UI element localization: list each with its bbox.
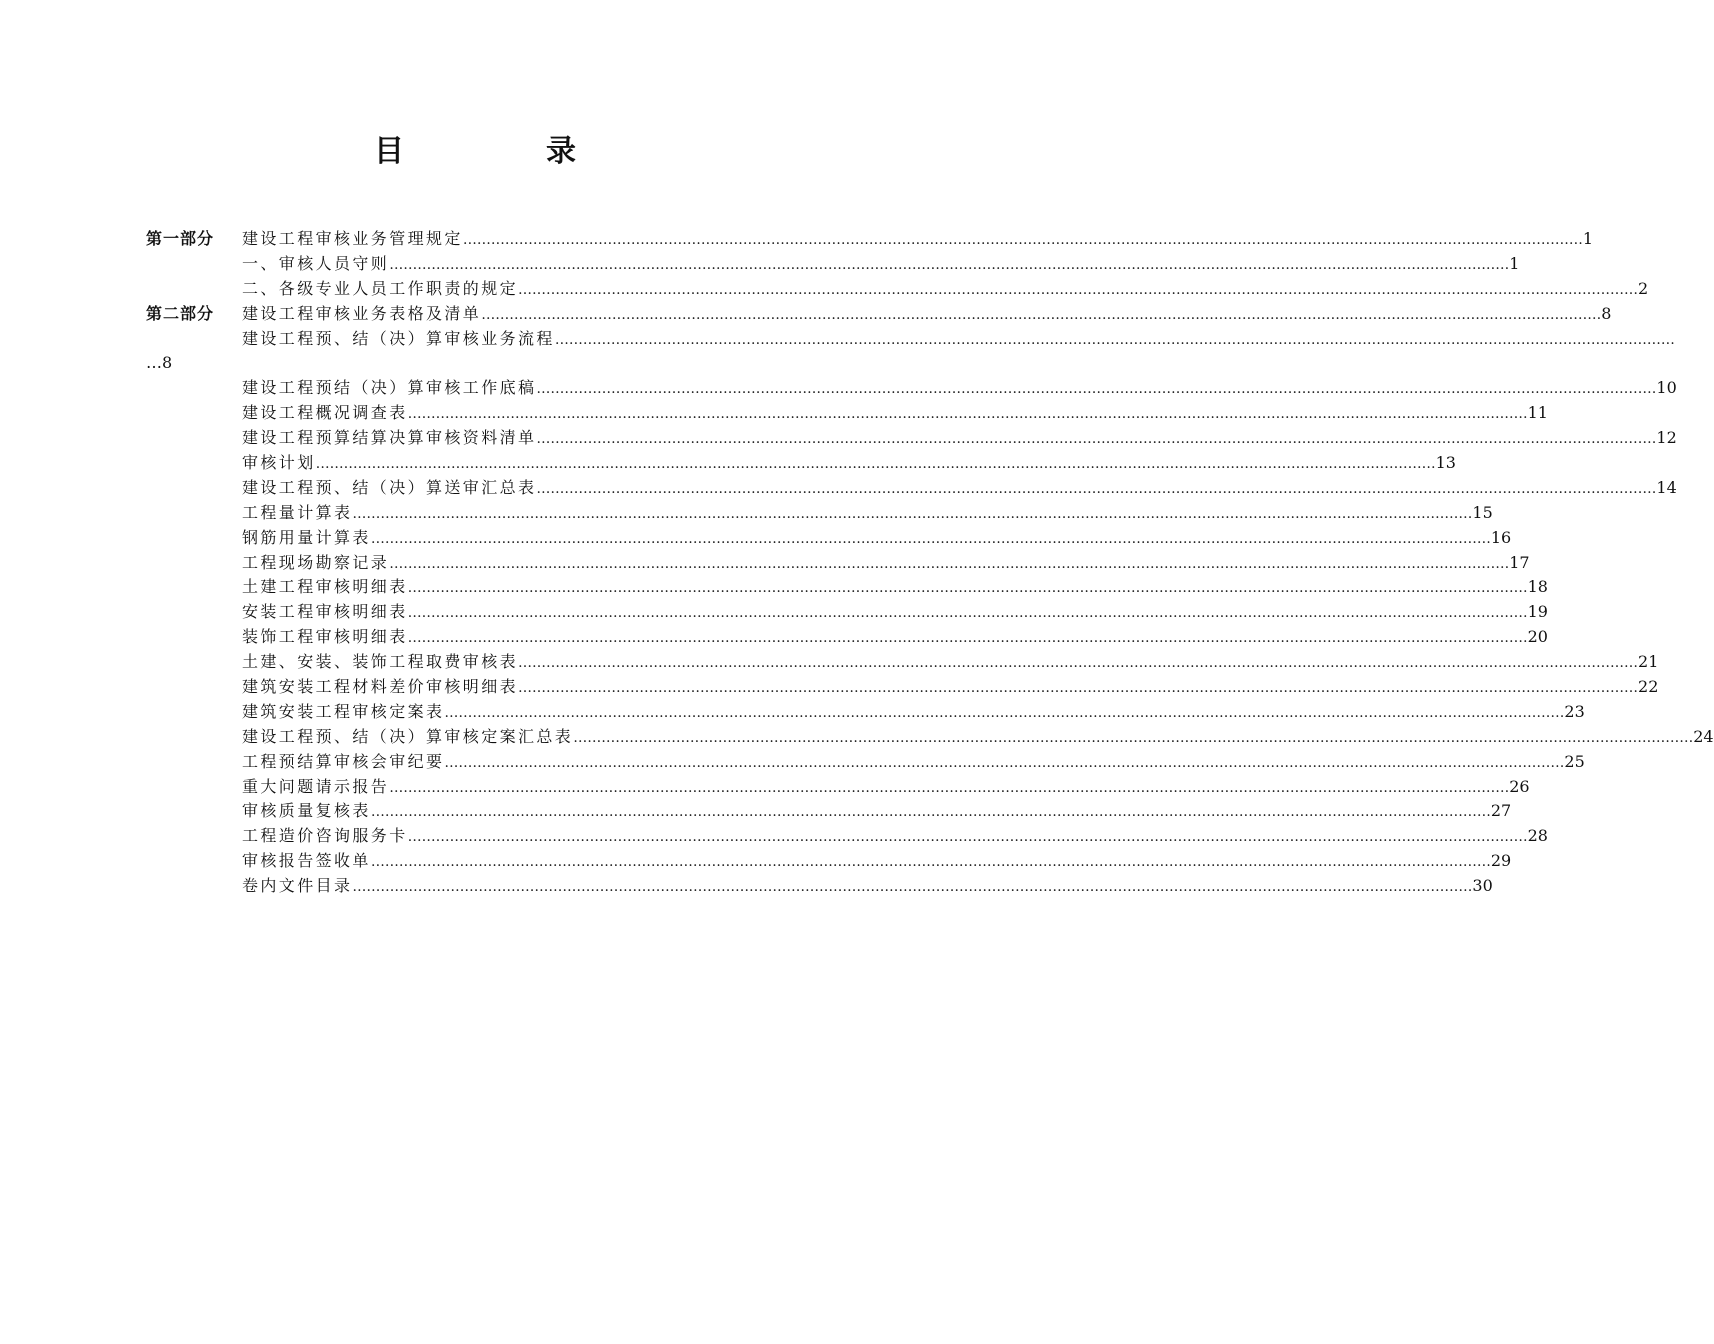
toc-entry-page: 21 (1638, 652, 1659, 672)
toc-entry-page: 16 (1490, 527, 1512, 547)
toc-entry[interactable] (242, 252, 1520, 278)
toc-entry-title: 工程量计算表 (242, 502, 353, 522)
toc-row (146, 302, 1612, 327)
dot-leader: …………………………………………………………………………………………………………………………………………………………………………………………………………………… (462, 232, 1583, 248)
toc-entry[interactable] (242, 327, 1675, 353)
toc-entry-title: 安装工程审核明细表 (242, 602, 408, 622)
dot-leader: …………………………………………………………………………………………………………………………………………………………………………………………………………………… (315, 456, 1436, 473)
toc-row (146, 775, 1530, 800)
dot-leader: …………………………………………………………………………………………………………………………………………………………………………………………………………………… (389, 256, 1510, 273)
dot-leader: …………………………………………………………………………………………………………………………………………………………………………………………………………………… (573, 729, 1694, 746)
dot-leader: …………………………………………………………………………………………………………………………………………………………………………………………………………………… (407, 406, 1528, 423)
toc-entry[interactable] (242, 476, 1677, 502)
toc-entry-page: 22 (1638, 677, 1659, 697)
toc-entry[interactable] (242, 551, 1530, 577)
dot-leader: …………………………………………………………………………………………………………………………………………………………………………………………………………………… (352, 505, 1473, 522)
toc-entry-page: 17 (1509, 552, 1530, 572)
dot-leader: …………………………………………………………………………………………………………………………………………………………………………………………………………………… (444, 754, 1565, 771)
toc-entry[interactable] (242, 600, 1548, 626)
toc-entry[interactable] (242, 874, 1493, 900)
toc-entry[interactable] (242, 501, 1493, 527)
toc-entry-page: 29 (1490, 851, 1512, 871)
toc-entry-page: 19 (1527, 602, 1548, 622)
toc-row (146, 700, 1585, 725)
toc-row (146, 277, 1649, 302)
toc-entry[interactable] (242, 725, 1714, 751)
toc-row (146, 376, 1677, 401)
toc-entry[interactable] (242, 227, 1593, 253)
toc-row (146, 476, 1677, 501)
toc-row (146, 675, 1659, 700)
dot-leader: …………………………………………………………………………………………………………………………………………………………………………………………………………………… (518, 680, 1639, 697)
toc-row (146, 401, 1548, 426)
toc-row (146, 252, 1520, 277)
toc-row (146, 426, 1677, 451)
toc-entry-title: 建筑安装工程材料差价审核明细表 (242, 677, 519, 697)
toc-entry-title: 工程预结算审核会审纪要 (242, 751, 445, 771)
toc-row (146, 725, 1714, 750)
toc-entry-page: 23 (1564, 701, 1585, 721)
part-label: 第二部分 (146, 303, 215, 323)
toc-entry-title: 工程现场勘察记录 (242, 552, 390, 572)
dot-leader: …………………………………………………………………………………………………………………………………………………………………………………………………………………… (518, 655, 1639, 672)
dot-leader: …………………………………………………………………………………………………………………………………………………………………………………………………………………… (536, 480, 1657, 497)
toc-entry[interactable] (242, 451, 1456, 477)
toc-entry-title: 一、审核人员守则 (242, 253, 390, 273)
toc-entry[interactable] (242, 302, 1612, 328)
dot-leader: …………………………………………………………………………………………………………………………………………………………………………………………………………………… (407, 630, 1528, 647)
toc-entry-page: 10 (1656, 378, 1677, 398)
toc-entry-title: 重大问题请示报告 (242, 776, 390, 796)
toc-entry-page: 27 (1490, 801, 1512, 821)
toc-entry-page: 18 (1527, 577, 1548, 597)
toc-row (146, 575, 1548, 600)
dot-leader: …………………………………………………………………………………………………………………………………………………………………………………………………………………… (352, 879, 1473, 896)
dot-leader: …………………………………………………………………………………………………………………………………………………………………………………………………………………… (481, 306, 1602, 323)
dot-leader: …………………………………………………………………………………………………………………………………………………………………………………………………………………… (536, 381, 1657, 398)
toc-entry-page: 2 (1638, 278, 1649, 298)
toc-entry-title: 建设工程预、结（决）算送审汇总表 (242, 477, 537, 497)
dot-leader: …………………………………………………………………………………………………………………………………………………………………………………………………………………… (370, 854, 1491, 871)
toc-entry[interactable] (242, 401, 1548, 427)
toc-entry-page: 25 (1564, 751, 1585, 771)
dot-leader: …………………………………………………………………………………………………………………………………………………………………………………………………………………… (370, 804, 1491, 821)
toc-row (146, 551, 1530, 576)
toc-entry[interactable] (242, 376, 1677, 402)
table-of-contents (146, 227, 1714, 899)
toc-entry-page: 30 (1472, 876, 1493, 896)
toc-entry[interactable] (242, 775, 1530, 801)
toc-entry-title: 二、各级专业人员工作职责的规定 (242, 278, 519, 298)
toc-entry-page: 8 (1601, 303, 1612, 323)
toc-row (146, 501, 1493, 526)
toc-row-continuation (146, 351, 826, 376)
toc-entry-title: 建设工程审核业务管理规定 (242, 229, 463, 248)
toc-entry[interactable] (242, 675, 1659, 701)
toc-entry-title: 工程造价咨询服务卡 (242, 826, 408, 846)
dot-leader: …………………………………………………………………………………………………………………………………………………………………………………………………………………… (518, 281, 1639, 298)
toc-entry-title: 建设工程预、结（决）算审核定案汇总表 (242, 726, 574, 746)
toc-row (146, 799, 1512, 824)
toc-entry-page: 1 (1582, 229, 1593, 248)
toc-entry-title: 钢筋用量计算表 (242, 527, 371, 547)
page-title: 目 录 (374, 134, 632, 169)
toc-entry[interactable] (242, 750, 1585, 776)
toc-entry-page: 26 (1509, 776, 1530, 796)
dot-leader: …………………………………………………………………………………………………………………………………………………………………………………………………………………… (407, 829, 1528, 846)
toc-entry-title: 审核质量复核表 (242, 801, 371, 821)
toc-entry-title: 建设工程预、结（决）算审核业务流程 (242, 328, 555, 348)
toc-entry-page: 24 (1693, 726, 1714, 746)
dot-leader: …………………………………………………………………………………………………………………………………………………………………………………………………………………… (536, 431, 1657, 448)
part-label: 第一部分 (146, 229, 215, 248)
toc-entry-title: 土建、安装、装饰工程取费审核表 (242, 652, 519, 672)
toc-entry-page: 1 (1509, 253, 1520, 273)
toc-entry-title: 审核报告签收单 (242, 851, 371, 871)
toc-row (146, 849, 1512, 874)
toc-entry[interactable] (242, 575, 1548, 601)
toc-entry-title: 建设工程预算结算决算审核资料清单 (242, 428, 537, 448)
toc-entry-page: 11 (1527, 403, 1548, 423)
toc-row (146, 625, 1548, 650)
toc-entry-page: 12 (1656, 428, 1677, 448)
toc-entry[interactable] (242, 799, 1512, 825)
toc-entry-page: 15 (1472, 502, 1493, 522)
dot-leader: …………………………………………………………………………………………………………………………………………………………………………………………………………………… (389, 555, 1510, 572)
toc-entry[interactable] (242, 849, 1512, 875)
toc-entry[interactable] (242, 650, 1659, 676)
toc-entry[interactable] (242, 625, 1548, 651)
toc-entry-page: 28 (1527, 826, 1548, 846)
toc-row (146, 227, 1593, 252)
toc-row (146, 874, 1493, 899)
toc-entry[interactable] (242, 824, 1548, 850)
toc-entry-title: 装饰工程审核明细表 (242, 627, 408, 647)
dot-leader: …………………………………………………………………………………………………………………………………………………………………………………………………………………… (407, 580, 1528, 597)
toc-entry[interactable] (242, 700, 1585, 726)
dot-leader: …………………………………………………………………………………………………………………………………………………………………………………………………………………… (444, 704, 1565, 721)
toc-entry-title: 建设工程审核业务表格及清单 (242, 303, 482, 323)
toc-entry-page: 14 (1656, 477, 1677, 497)
toc-entry[interactable] (242, 277, 1649, 303)
toc-entry[interactable] (242, 426, 1677, 452)
toc-row (146, 451, 1456, 476)
toc-entry[interactable] (242, 526, 1512, 552)
toc-entry-title: 建设工程概况调查表 (242, 403, 408, 423)
toc-row (146, 824, 1548, 849)
dot-leader: …………………………………………………………………………………………………………………………………………………………………………………………………………………… (407, 605, 1528, 622)
toc-row (146, 600, 1548, 625)
toc-entry-page: 20 (1527, 627, 1548, 647)
toc-entry-page: …8 (146, 353, 173, 373)
toc-row (146, 327, 1675, 352)
dot-leader: …………………………………………………………………………………………………………………………………………………………………………………………………………………… (389, 779, 1510, 796)
toc-entry-title: 土建工程审核明细表 (242, 577, 408, 597)
toc-entry-title: 建设工程预结（决）算审核工作底稿 (242, 378, 537, 398)
toc-row (146, 526, 1512, 551)
toc-row (146, 750, 1585, 775)
toc-entry-page: 13 (1435, 453, 1456, 473)
dot-leader: …………………………………………………………………………………………………………………………………………………………………………………………………………………… (370, 530, 1491, 547)
toc-entry-title: 卷内文件目录 (242, 876, 353, 896)
toc-entry-title: 审核计划 (242, 453, 316, 473)
dot-leader: …………………………………………………………………………………………………………………………………………………………………………………………………………………… (554, 331, 1675, 348)
toc-entry-title: 建筑安装工程审核定案表 (242, 701, 445, 721)
toc-row (146, 650, 1659, 675)
